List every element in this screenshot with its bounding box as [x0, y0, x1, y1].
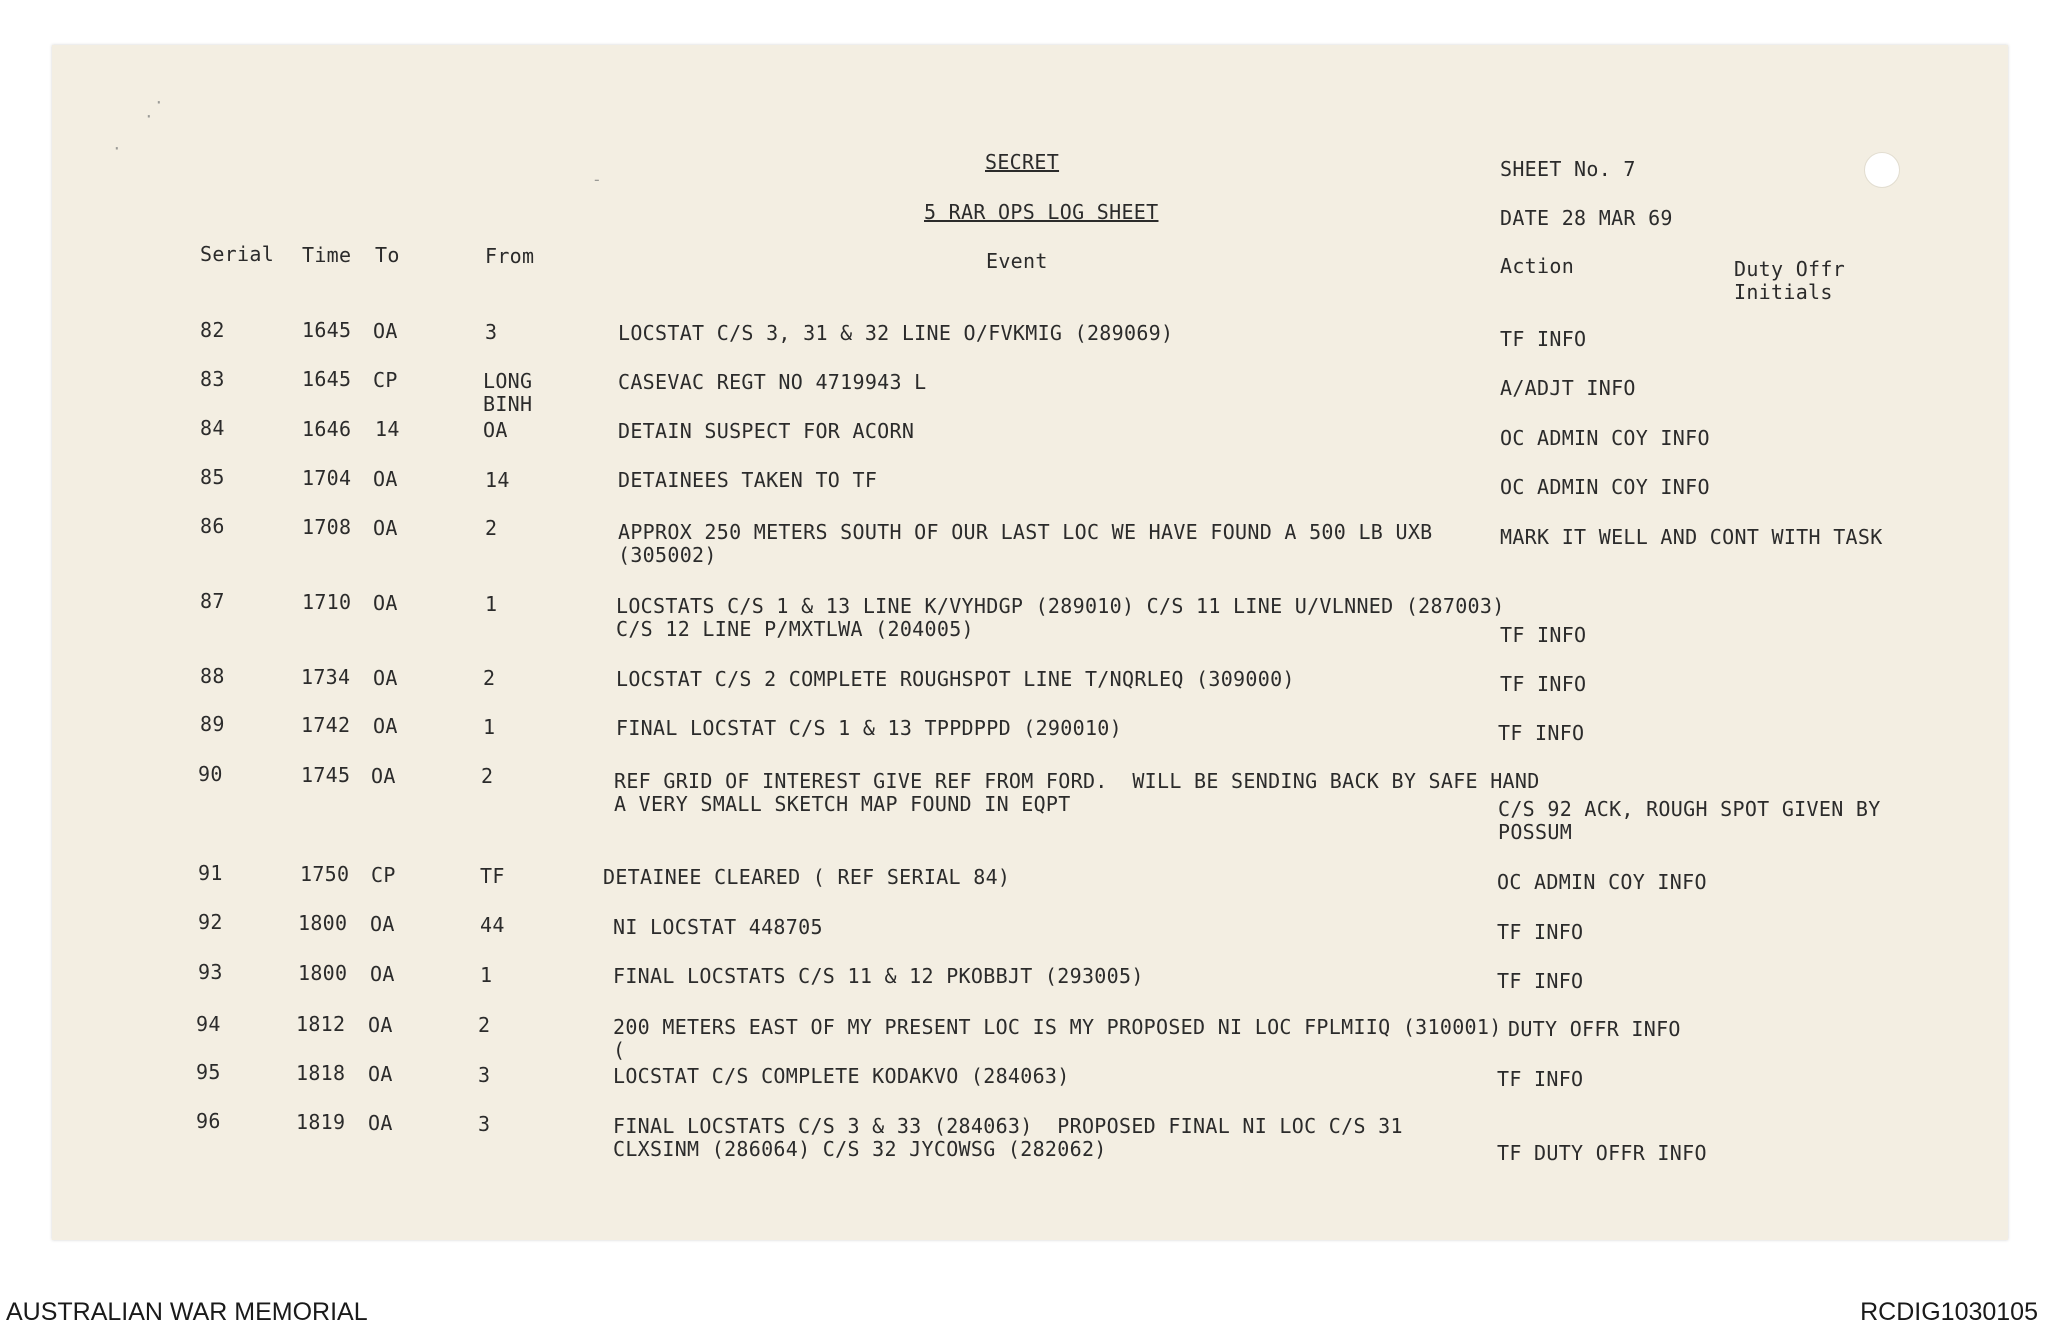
to-cell: OA: [373, 516, 398, 540]
event-cell: DETAIN SUSPECT FOR ACORN: [618, 419, 915, 443]
serial-cell: 82: [200, 318, 225, 342]
action-cell: OC ADMIN COY INFO: [1497, 870, 1707, 894]
time-cell: 1645: [302, 318, 352, 342]
to-cell: OA: [370, 912, 395, 936]
from-cell: 1: [483, 715, 496, 739]
page-title: 5 RAR OPS LOG SHEET: [924, 200, 1159, 224]
from-cell: 44: [480, 913, 505, 937]
serial-cell: 94: [196, 1012, 221, 1036]
event-cell: LOCSTATS C/S 1 & 13 LINE K/VYHDGP (289010) C/S 11 LINE U/VLNNED (287003) C/S 12 LINE P/MXTLWA (204005): [616, 594, 1505, 641]
to-cell: OA: [368, 1062, 393, 1086]
column-header-duty-offr: Duty Offr Initials: [1734, 257, 1846, 304]
from-cell: 1: [485, 592, 498, 616]
event-cell: NI LOCSTAT 448705: [613, 915, 823, 939]
serial-cell: 87: [200, 589, 225, 613]
event-cell: DETAINEES TAKEN TO TF: [618, 468, 878, 492]
action-cell: TF INFO: [1497, 969, 1584, 993]
to-cell: OA: [370, 962, 395, 986]
serial-cell: 95: [196, 1060, 221, 1084]
action-cell: MARK IT WELL AND CONT WITH TASK: [1500, 525, 1883, 549]
column-header-event: Event: [986, 249, 1048, 273]
paper-mark: ·: [154, 93, 164, 112]
action-cell: TF INFO: [1497, 920, 1584, 944]
from-cell: 14: [485, 468, 510, 492]
action-cell: DUTY OFFR INFO: [1508, 1017, 1681, 1041]
to-cell: OA: [371, 764, 396, 788]
from-cell: 3: [478, 1112, 491, 1136]
event-cell: LOCSTAT C/S COMPLETE KODAKVO (284063): [613, 1064, 1070, 1088]
action-cell: TF DUTY OFFR INFO: [1497, 1141, 1707, 1165]
action-cell: OC ADMIN COY INFO: [1500, 426, 1710, 450]
time-cell: 1704: [302, 466, 352, 490]
time-cell: 1750: [300, 862, 350, 886]
time-cell: 1708: [302, 515, 352, 539]
sheet-number: SHEET No. 7: [1500, 157, 1636, 181]
serial-cell: 88: [200, 664, 225, 688]
to-cell: 14: [375, 417, 400, 441]
event-cell: FINAL LOCSTATS C/S 11 & 12 PKOBBJT (293005): [613, 964, 1144, 988]
event-cell: LOCSTAT C/S 3, 31 & 32 LINE O/FVKMIG (289069): [618, 321, 1174, 345]
action-cell: TF INFO: [1500, 623, 1587, 647]
time-cell: 1745: [301, 763, 351, 787]
time-cell: 1800: [298, 961, 348, 985]
time-cell: 1812: [296, 1012, 346, 1036]
serial-cell: 84: [200, 416, 225, 440]
from-cell: 3: [485, 320, 498, 344]
to-cell: OA: [368, 1013, 393, 1037]
column-header-serial: Serial: [200, 242, 275, 266]
column-header-to: To: [375, 243, 400, 267]
column-header-from: From: [485, 244, 535, 268]
to-cell: OA: [368, 1111, 393, 1135]
to-cell: OA: [373, 319, 398, 343]
time-cell: 1646: [302, 417, 352, 441]
serial-cell: 91: [198, 861, 223, 885]
from-cell: 3: [478, 1063, 491, 1087]
serial-cell: 90: [198, 762, 223, 786]
event-cell: APPROX 250 METERS SOUTH OF OUR LAST LOC WE HAVE FOUND A 500 LB UXB (305002): [618, 520, 1433, 567]
document-reference: RCDIG1030105: [1860, 1298, 2038, 1326]
action-cell: TF INFO: [1500, 672, 1587, 696]
event-cell: FINAL LOCSTAT C/S 1 & 13 TPPDPPD (290010): [616, 716, 1122, 740]
action-cell: TF INFO: [1497, 1067, 1584, 1091]
serial-cell: 83: [200, 367, 225, 391]
paper-mark: -: [592, 170, 602, 189]
time-cell: 1800: [298, 911, 348, 935]
from-cell: LONG BINH: [483, 369, 533, 416]
action-cell: C/S 92 ACK, ROUGH SPOT GIVEN BY POSSUM: [1498, 797, 1881, 844]
event-cell: REF GRID OF INTEREST GIVE REF FROM FORD. WILL BE SENDING BACK BY SAFE HAND A VERY SMALL SKETCH MAP FOUND IN EQPT: [614, 769, 1540, 816]
action-cell: OC ADMIN COY INFO: [1500, 475, 1710, 499]
paper-mark: ·: [112, 139, 122, 158]
time-cell: 1645: [302, 367, 352, 391]
from-cell: OA: [483, 418, 508, 442]
from-cell: 1: [480, 963, 493, 987]
event-cell: FINAL LOCSTATS C/S 3 & 33 (284063) PROPOSED FINAL NI LOC C/S 31 CLXSINM (286064) C/S 32 JYCOWSG (282062): [613, 1114, 1403, 1161]
time-cell: 1819: [296, 1110, 346, 1134]
event-cell: DETAINEE CLEARED ( REF SERIAL 84): [603, 865, 1011, 889]
from-cell: 2: [481, 764, 494, 788]
to-cell: OA: [373, 591, 398, 615]
classification-heading: SECRET: [985, 150, 1060, 174]
serial-cell: 86: [200, 514, 225, 538]
time-cell: 1734: [301, 665, 351, 689]
to-cell: CP: [371, 863, 396, 887]
event-cell: 200 METERS EAST OF MY PRESENT LOC IS MY PROPOSED NI LOC FPLMIIQ (310001) (: [613, 1015, 1502, 1062]
serial-cell: 93: [198, 960, 223, 984]
from-cell: 2: [483, 666, 496, 690]
event-cell: CASEVAC REGT NO 4719943 L: [618, 370, 927, 394]
to-cell: OA: [373, 467, 398, 491]
time-cell: 1710: [302, 590, 352, 614]
archive-credit: AUSTRALIAN WAR MEMORIAL: [6, 1298, 368, 1326]
from-cell: 2: [485, 516, 498, 540]
column-header-action: Action: [1500, 254, 1575, 278]
serial-cell: 92: [198, 910, 223, 934]
punch-hole: [1864, 152, 1900, 188]
from-cell: TF: [480, 864, 505, 888]
action-cell: A/ADJT INFO: [1500, 376, 1636, 400]
from-cell: 2: [478, 1013, 491, 1037]
paper-mark: ·: [144, 107, 154, 126]
column-header-time: Time: [302, 243, 352, 267]
log-date: DATE 28 MAR 69: [1500, 206, 1673, 230]
to-cell: OA: [373, 714, 398, 738]
action-cell: TF INFO: [1500, 327, 1587, 351]
time-cell: 1818: [296, 1061, 346, 1085]
serial-cell: 85: [200, 465, 225, 489]
event-cell: LOCSTAT C/S 2 COMPLETE ROUGHSPOT LINE T/NQRLEQ (309000): [616, 667, 1295, 691]
serial-cell: 96: [196, 1109, 221, 1133]
to-cell: CP: [373, 368, 398, 392]
serial-cell: 89: [200, 712, 225, 736]
action-cell: TF INFO: [1498, 721, 1585, 745]
time-cell: 1742: [301, 713, 351, 737]
to-cell: OA: [373, 666, 398, 690]
